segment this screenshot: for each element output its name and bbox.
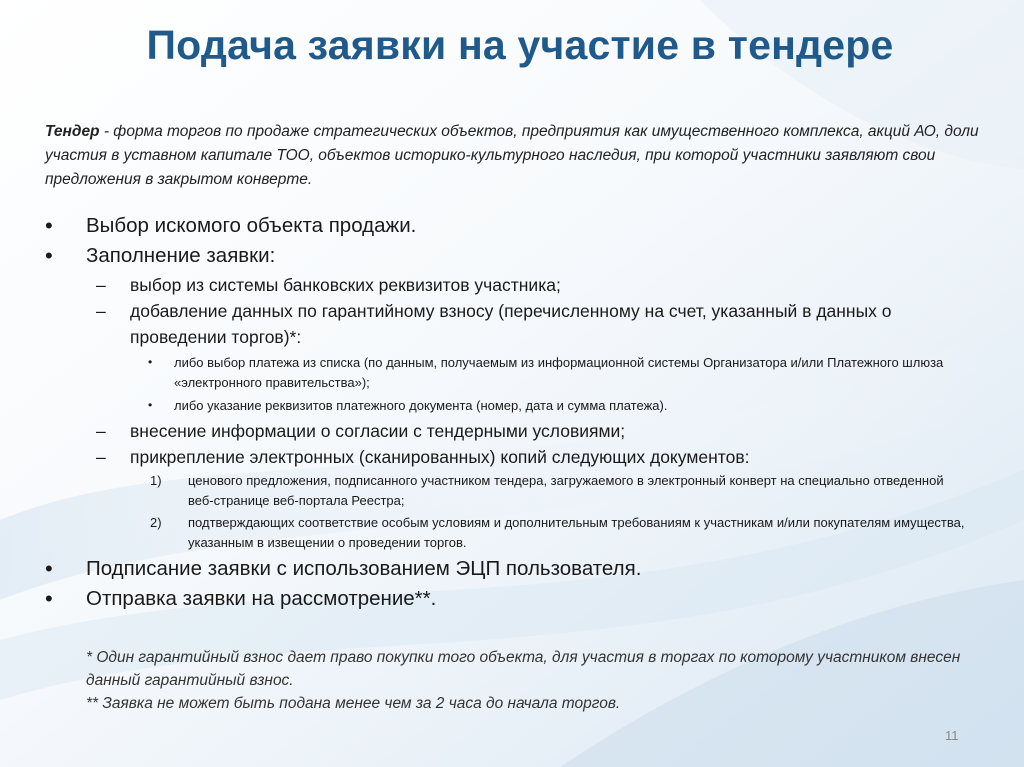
- bullet-marker: •: [45, 556, 53, 581]
- sub-bullet-text: прикрепление электронных (сканированных) копий следующих документов:: [130, 447, 750, 467]
- sub-bullet-text: добавление данных по гарантийному взносу (перечисленному на счет, указанный в данных о проведении торгов)*:: [130, 301, 892, 347]
- sub-sub-bullet-text: либо выбор платежа из списка (по данным, получаемым из информационной системы Организатора и/или Платежного шлюза «электронного правительства»);: [174, 355, 944, 390]
- dash-marker: –: [96, 275, 106, 295]
- dot-marker: •: [148, 355, 153, 369]
- definition-term: Тендер: [45, 123, 100, 140]
- definition-text: - форма торгов по продаже стратегических объектов, предприятия как имущественного комплекса, акций АО, доли участия в уставном капитале ТОО, объектов историко-культурного наследия, при которой участники заявляют свои предложения в закрытом конверте.: [45, 123, 979, 188]
- dash-marker: –: [96, 301, 106, 321]
- numbered-item-text: подтверждающих соответствие особым условиям и дополнительным требованиям к участникам и/или покупателям имущества, указанным в извещении о проведении торгов.: [188, 515, 965, 550]
- footnote-guarantee: * Один гарантийный взнос дает право покупки того объекта, для участия в торгах по которому участником внесен данный гарантийный взнос.: [86, 649, 961, 689]
- bullet-text: Подписание заявки с использованием ЭЦП пользователя.: [86, 557, 642, 580]
- bullet-text: Выбор искомого объекта продажи.: [86, 214, 417, 237]
- page-number: 11: [945, 728, 959, 743]
- bullet-text: Отправка заявки на рассмотрение**.: [86, 587, 437, 610]
- dash-marker: –: [96, 421, 106, 441]
- sub-sub-bullet-text: либо указание реквизитов платежного документа (номер, дата и сумма платежа).: [174, 398, 668, 413]
- bullet-marker: •: [45, 243, 53, 268]
- sub-bullet-text: внесение информации о согласии с тендерными условиями;: [130, 421, 626, 441]
- number-marker: 2): [150, 515, 162, 530]
- sub-bullet-text: выбор из системы банковских реквизитов участника;: [130, 275, 561, 295]
- bullet-marker: •: [45, 586, 53, 611]
- dash-marker: –: [96, 447, 106, 467]
- dot-marker: •: [148, 398, 153, 412]
- slide-title: Подача заявки на участие в тендере: [146, 22, 894, 68]
- tender-definition: [45, 120, 995, 192]
- bullet-text: Заполнение заявки:: [86, 244, 276, 267]
- number-marker: 1): [150, 473, 162, 488]
- numbered-item-text: ценового предложения, подписанного участником тендера, загружаемого в электронный конверт на специально отведенной веб-странице веб-портала Реестра;: [188, 473, 944, 508]
- bullet-marker: •: [45, 213, 53, 238]
- footnote-deadline: ** Заявка не может быть подана менее чем за 2 часа до начала торгов.: [86, 695, 621, 712]
